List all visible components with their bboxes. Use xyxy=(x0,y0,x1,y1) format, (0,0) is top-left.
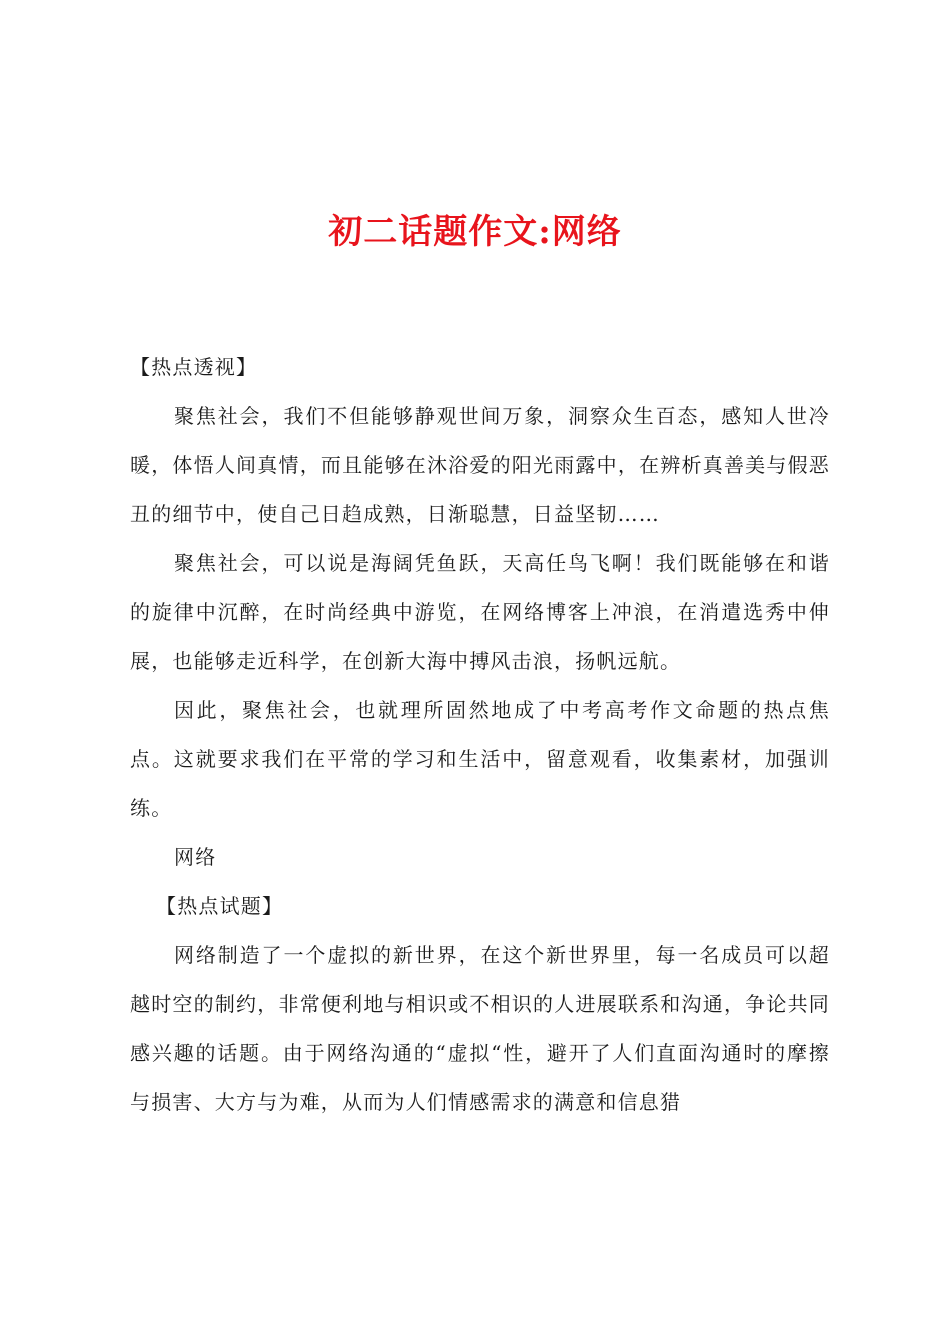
document-title: 初二话题作文:网络 xyxy=(328,212,622,252)
paragraph: 网络制造了一个虚拟的新世界，在这个新世界里，每一名成员可以超越时空的制约，非常便利地与相识或不相识的人进展联系和沟通，争论共同感兴趣的话题。由于网络沟通的“虚拟“性，避开了人们直面沟通时的摩擦与损害、大方与为难，从而为人们情感需求的满意和信息猎 xyxy=(130,943,830,1114)
document-body xyxy=(130,343,830,1127)
section-heading-hotspot-perspective: 【热点透视】 xyxy=(130,355,258,379)
topic-line: 网络 xyxy=(174,845,217,869)
paragraph: 因此，聚焦社会，也就理所固然地成了中考高考作文命题的热点焦点。这就要求我们在平常的学习和生活中，留意观看，收集素材，加强训练。 xyxy=(130,698,830,820)
paragraph: 聚焦社会，我们不但能够静观世间万象，洞察众生百态，感知人世冷暖，体悟人间真情，而且能够在沐浴爱的阳光雨露中，在辨析真善美与假恶丑的细节中，使自己日趋成熟，日渐聪慧，日益坚韧…… xyxy=(130,404,830,526)
section-heading-hotspot-questions: 【热点试题】 xyxy=(156,894,284,918)
paragraph: 聚焦社会，可以说是海阔凭鱼跃，天高任鸟飞啊！我们既能够在和谐的旋律中沉醉，在时尚经典中游览，在网络博客上冲浪，在消遣选秀中伸展，也能够走近科学，在创新大海中搏风击浪，扬帆远航。 xyxy=(130,551,830,673)
